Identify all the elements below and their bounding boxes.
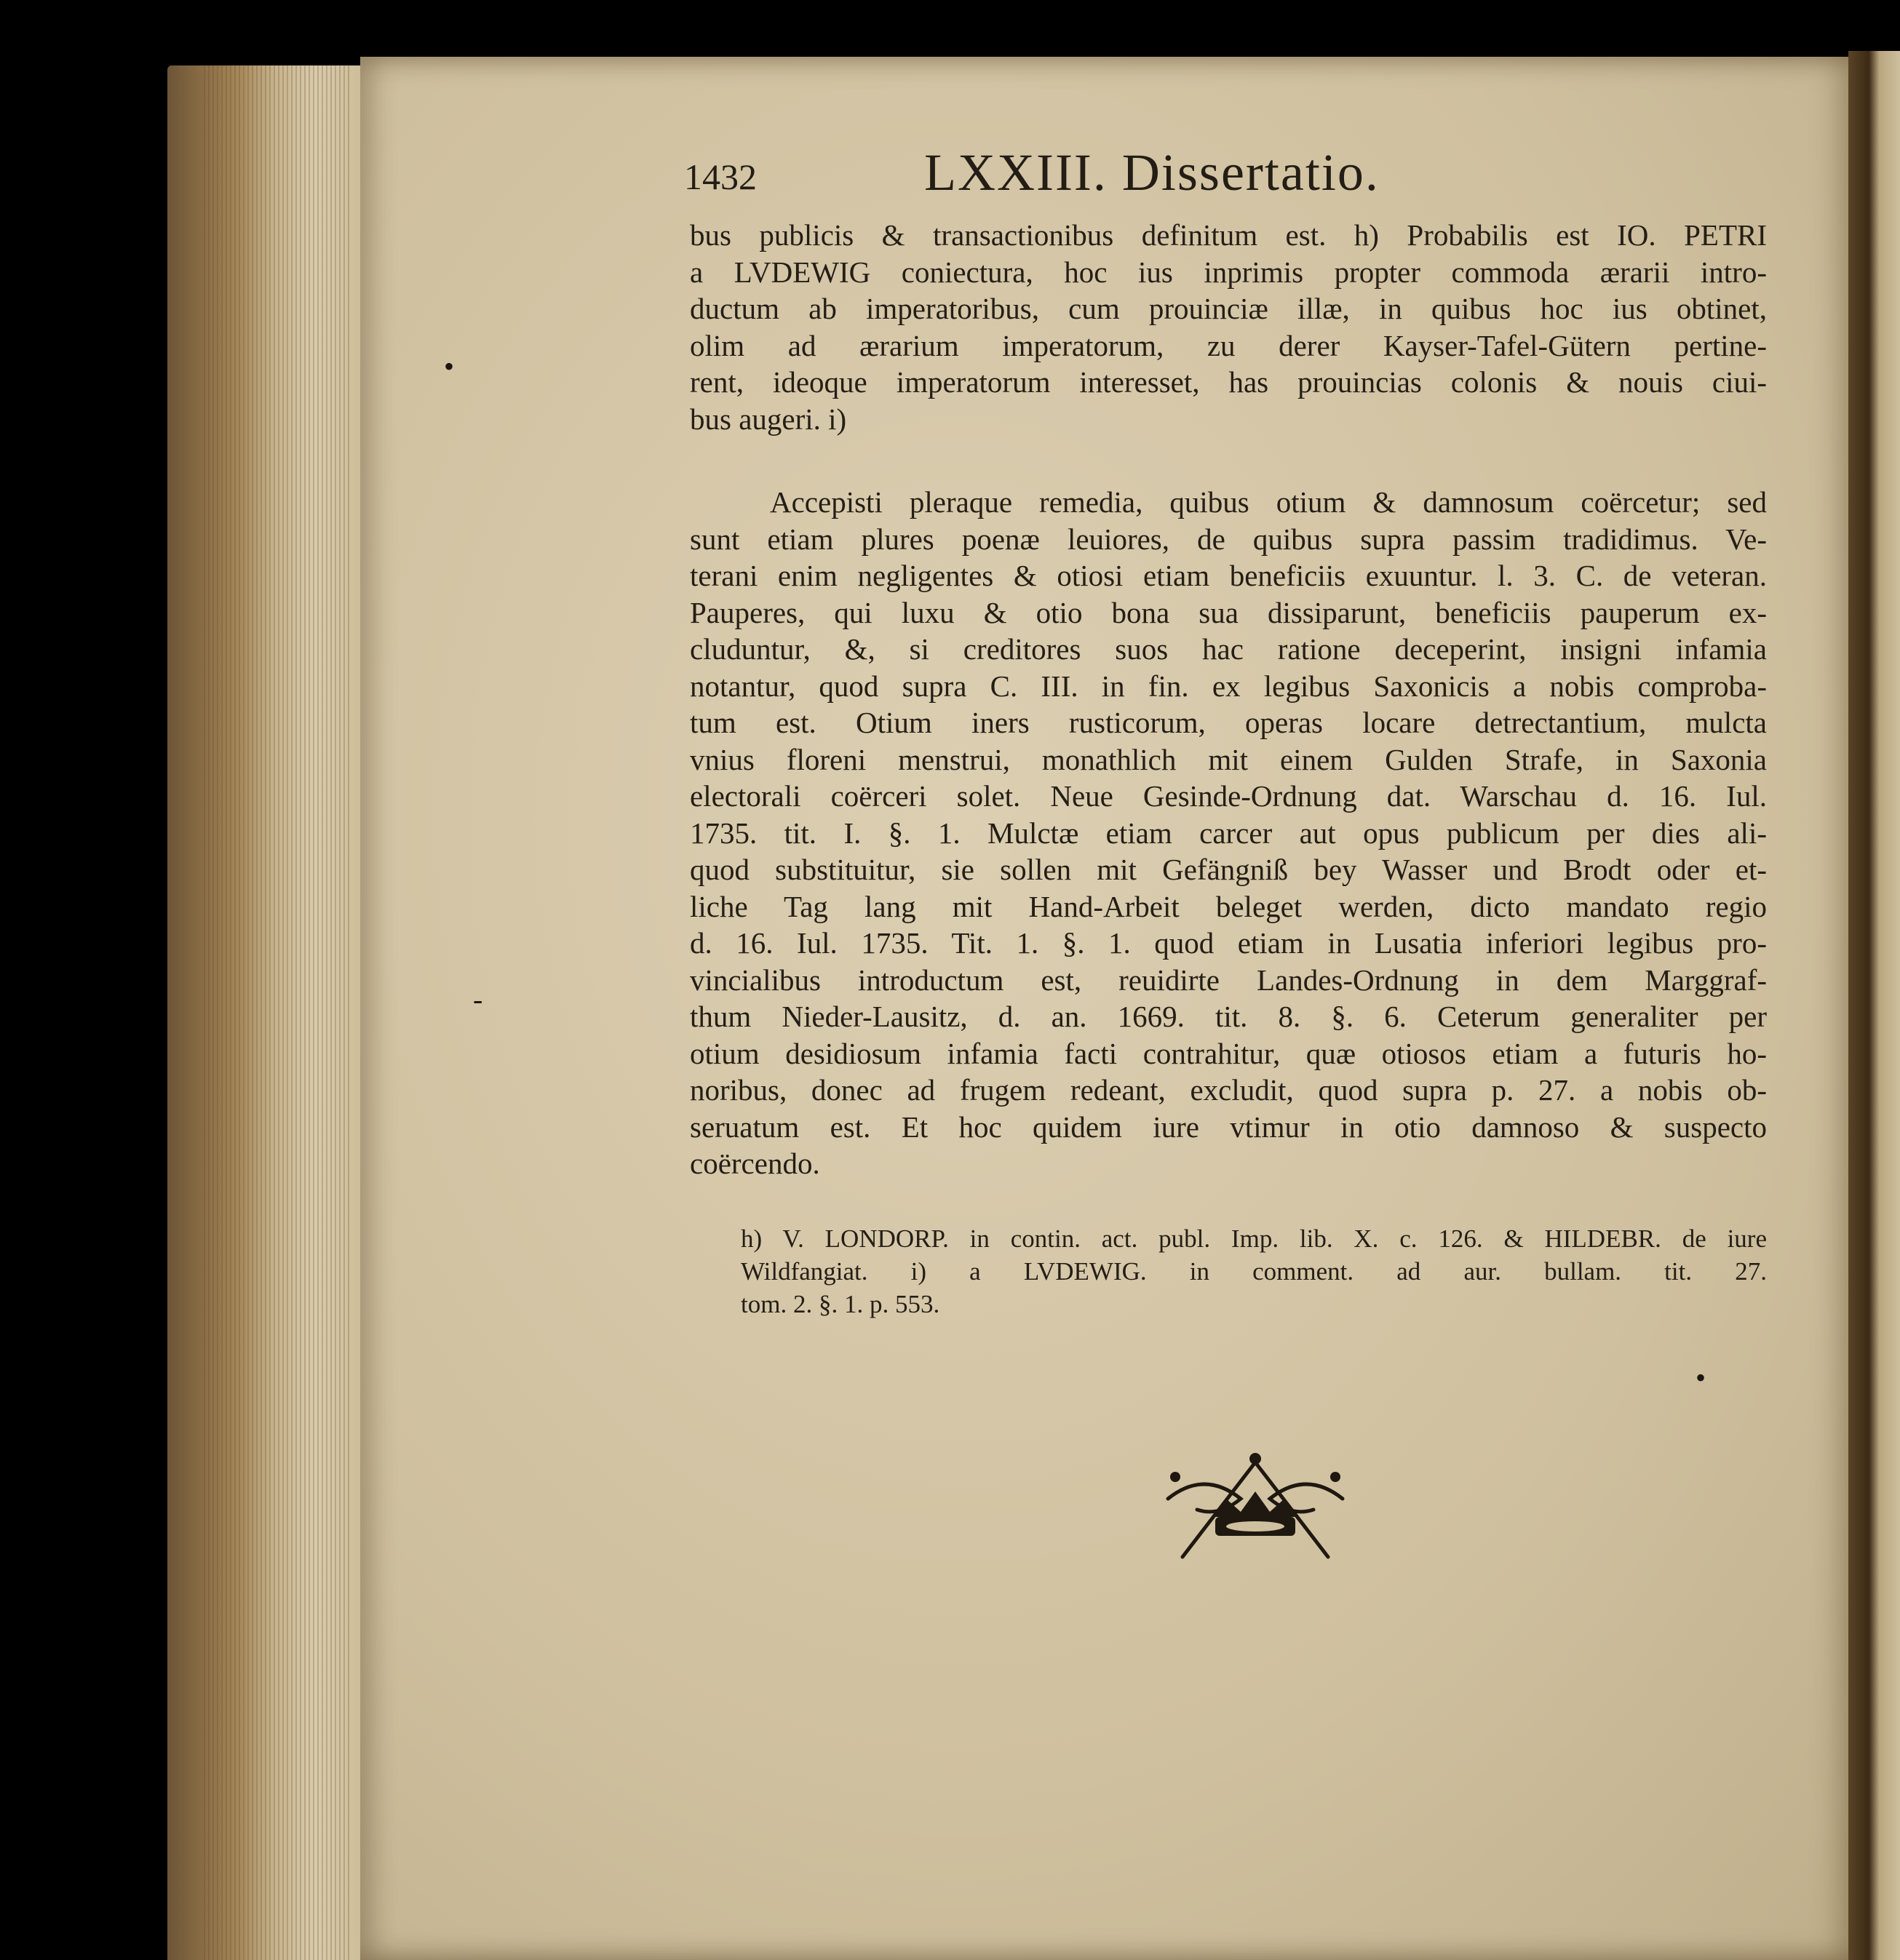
text-line: ductum ab imperatoribus, cum prouinciæ illæ, in quibus hoc ius obtinet, [690,292,1767,325]
crown-ornament-icon [1153,1448,1357,1564]
margin-mark: - [473,983,483,1016]
text-line: Pauperes, qui luxu & otio bona sua dissiparunt, beneficiis pauperum ex- [690,595,1767,629]
margin-mark: • [1696,1361,1706,1394]
text-line: electorali coërceri solet. Neue Gesinde-Ordnung dat. Warschau d. 16. Iul. [690,779,1767,813]
text-line: vnius floreni menstrui, monathlich mit einem Gulden Strafe, in Saxonia [690,742,1767,776]
running-head [684,143,1739,201]
text-line: coërcendo. [690,1147,820,1180]
footnote-line: Wildfangiat. i) a LVDEWIG. in comment. ad aur. bullam. tit. 27. [741,1257,1767,1286]
text-line: a LVDEWIG coniectura, hoc ius inprimis propter commoda ærarii intro- [690,255,1767,289]
margin-mark: • [444,350,455,383]
text-line: Accepisti pleraque remedia, quibus otium & damnosum coërcetur; sed [770,485,1767,519]
page-number: 1432 [684,156,757,197]
text-line: bus augeri. i) [690,402,847,436]
text-line: bus publicis & transactionibus definitum est. h) Probabilis est IO. PETRI [690,218,1767,252]
body-text [690,217,1767,1182]
text-line: thum Nieder-Lausitz, d. an. 1669. tit. 8. §. 6. Ceterum generaliter per [690,1000,1767,1033]
footnote-line: tom. 2. §. 1. p. 553. [741,1290,940,1318]
page-edges [167,65,364,1960]
text-line: noribus, donec ad frugem redeant, excludit, quod supra p. 27. a nobis ob- [690,1073,1767,1107]
text-line: quod substituitur, sie sollen mit Gefängniß bey Wasser und Brodt oder et- [690,853,1767,886]
text-line: olim ad ærarium imperatorum, zu derer Kayser-Tafel-Gütern pertine- [690,328,1767,362]
gutter [1848,51,1900,1960]
text-line: terani enim negligentes & otiosi etiam beneficiis exuuntur. l. 3. C. de veteran. [690,559,1767,592]
text-line: otium desidiosum infamia facti contrahitur, quæ otiosos etiam a futuris ho- [690,1036,1767,1070]
text-line: cluduntur, &, si creditores suos hac ratione deceperint, insigni infamia [690,632,1767,666]
text-line: 1735. tit. I. §. 1. Mulctæ etiam carcer aut opus publicum per dies ali- [690,816,1767,850]
text-line: seruatum est. Et hoc quidem iure vtimur in otio damnoso & suspecto [690,1110,1767,1144]
footnotes [741,1222,1767,1320]
text-line: vincialibus introductum est, reuidirte Landes-Ordnung in dem Marggraf- [690,963,1767,997]
text-line: tum est. Otium iners rusticorum, operas locare detrectantium, mulcta [690,706,1767,739]
text-line: d. 16. Iul. 1735. Tit. 1. §. 1. quod etiam in Lusatia inferiori legibus pro- [690,926,1767,960]
text-line: sunt etiam plures poenæ leuiores, de quibus supra passim tradidimus. Ve- [690,522,1767,556]
page-title: LXXIII. Dissertatio. [924,143,1380,202]
footnote-line: h) V. LONDORP. in contin. act. publ. Imp. lib. X. c. 126. & HILDEBR. de iure [741,1224,1767,1253]
text-line: liche Tag lang mit Hand-Arbeit beleget werden, dicto mandato regio [690,889,1767,923]
paragraph-gap [690,437,1767,484]
text-line: rent, ideoque imperatorum interesset, has prouincias colonis & nouis ciui- [690,365,1767,399]
text-line: notantur, quod supra C. III. in fin. ex legibus Saxonicis a nobis comproba- [690,669,1767,703]
